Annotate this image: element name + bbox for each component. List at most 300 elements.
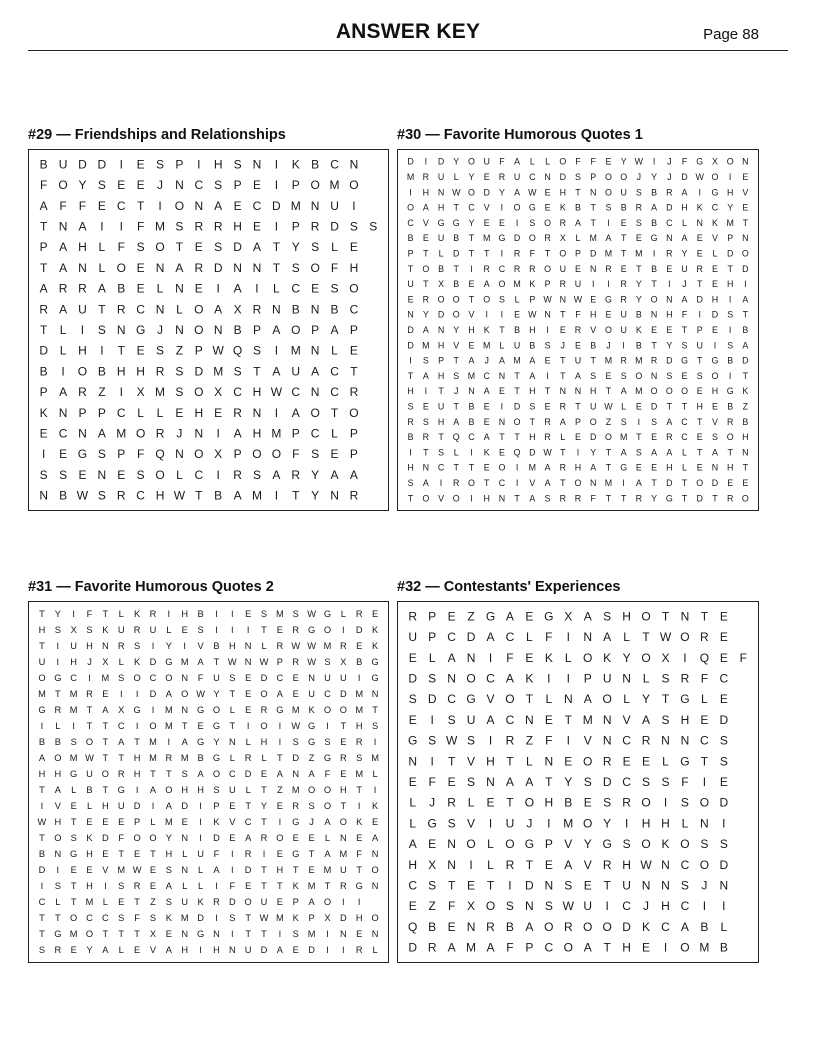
grid-letter: T [590, 202, 596, 213]
grid-letter: A [276, 945, 283, 955]
grid-letter: R [155, 426, 165, 441]
grid-letter: E [719, 630, 728, 645]
grid-letter: O [563, 940, 573, 955]
grid-letter: O [85, 737, 94, 747]
grid-letter: R [408, 609, 418, 624]
grid-letter: N [244, 657, 252, 667]
grid-letter: I [663, 795, 668, 810]
grid-letter: W [659, 630, 672, 645]
grid-letter: C [310, 426, 320, 441]
grid-row [40, 219, 377, 233]
grid-letter: G [308, 625, 316, 635]
grid-letter: A [681, 233, 688, 244]
grid-letter: W [291, 721, 301, 731]
grid-row [40, 406, 359, 420]
grid-letter: R [505, 733, 515, 748]
grid-letter: Y [311, 467, 320, 482]
grid-letter: R [726, 416, 734, 427]
grid-letter: I [199, 833, 202, 843]
grid-letter: B [38, 737, 46, 747]
grid-row [409, 775, 728, 789]
grid-letter: B [453, 279, 460, 290]
grid-row [40, 468, 358, 482]
grid-letter: A [642, 712, 651, 727]
header-divider [28, 50, 788, 51]
grid-letter: R [292, 657, 300, 667]
grid-letter: E [719, 692, 728, 707]
grid-letter: I [151, 641, 155, 651]
grid-letter: R [407, 416, 414, 427]
grid-letter: V [54, 801, 61, 811]
grid-letter: A [498, 355, 505, 366]
grid-letter: N [447, 837, 456, 852]
grid-letter: I [515, 462, 519, 473]
grid-letter: N [466, 650, 476, 665]
grid-letter: Y [635, 279, 642, 290]
grid-letter: T [70, 881, 77, 891]
grid-letter: A [447, 650, 456, 665]
grid-letter: S [680, 878, 689, 893]
grid-letter: L [86, 801, 93, 811]
grid-letter: S [408, 692, 417, 707]
grid-letter: Q [452, 432, 460, 443]
grid-letter: N [525, 899, 534, 914]
grid-row [408, 920, 727, 934]
grid-letter: H [529, 432, 536, 443]
grid-letter: U [197, 849, 204, 859]
grid-letter: O [260, 689, 268, 699]
grid-letter: I [424, 156, 428, 167]
grid-letter: A [311, 364, 320, 379]
grid-letter: H [233, 219, 242, 234]
grid-letter: X [340, 657, 347, 667]
grid-letter: N [447, 671, 456, 686]
grid-letter: O [699, 795, 710, 810]
grid-letter: H [468, 325, 475, 335]
grid-letter: W [543, 294, 552, 305]
grid-letter: S [175, 385, 184, 400]
grid-letter: R [483, 263, 490, 274]
grid-letter: H [437, 340, 445, 351]
grid-letter: O [544, 919, 554, 934]
grid-letter: M [276, 913, 284, 923]
grid-letter: E [245, 673, 252, 683]
grid-letter: T [742, 370, 749, 381]
grid-letter: R [213, 219, 223, 234]
grid-letter: M [291, 705, 300, 715]
grid-letter: S [70, 737, 77, 747]
grid-letter: O [498, 462, 506, 473]
grid-letter: L [55, 721, 61, 731]
grid-letter: M [69, 753, 78, 763]
grid-letter: B [635, 309, 642, 320]
grid-letter: E [181, 817, 188, 827]
grid-letter: K [371, 641, 379, 651]
grid-letter: R [292, 801, 300, 811]
grid-letter: R [276, 641, 284, 651]
grid-letter: I [488, 816, 493, 831]
grid-letter: F [681, 775, 689, 789]
grid-letter: E [356, 641, 363, 651]
grid-letter: I [100, 343, 104, 358]
grid-letter: C [529, 171, 536, 182]
grid-letter: C [117, 721, 125, 731]
grid-letter: S [505, 899, 514, 914]
grid-letter: B [727, 355, 734, 366]
grid-letter: T [261, 881, 267, 891]
grid-letter: D [437, 156, 445, 167]
grid-letter: T [277, 753, 283, 763]
grid-letter: P [233, 447, 242, 462]
grid-letter: P [575, 248, 581, 259]
grid-letter: A [559, 416, 566, 427]
grid-letter: H [86, 849, 93, 859]
grid-letter: N [116, 323, 126, 337]
grid-letter: A [453, 416, 460, 427]
grid-letter: M [699, 940, 710, 955]
grid-letter: G [212, 721, 221, 731]
grid-letter: X [661, 650, 670, 665]
grid-letter: F [590, 493, 596, 504]
grid-letter: W [562, 899, 574, 914]
grid-letter: B [651, 263, 658, 274]
grid-letter: H [437, 416, 445, 427]
grid-letter: E [308, 865, 315, 875]
grid-letter: M [513, 355, 521, 366]
grid-letter: N [666, 233, 673, 244]
grid-letter: T [245, 929, 251, 939]
grid-letter: U [117, 625, 125, 635]
grid-letter: A [233, 488, 242, 503]
grid-letter: T [447, 754, 456, 769]
grid-letter: B [719, 940, 728, 955]
grid-letter: N [175, 178, 184, 193]
grid-letter: U [149, 625, 157, 635]
grid-letter: B [38, 849, 46, 859]
grid-letter: G [427, 816, 437, 831]
grid-letter: R [349, 488, 359, 503]
grid-letter: I [278, 737, 282, 747]
grid-letter: T [102, 737, 109, 747]
grid-letter: D [529, 447, 536, 458]
grid-letter: E [330, 447, 339, 462]
grid-letter: B [620, 202, 627, 213]
grid-letter: T [261, 785, 267, 795]
grid-letter: S [233, 157, 242, 172]
grid-letter: C [622, 775, 631, 789]
grid-letter: T [40, 260, 48, 275]
grid-letter: G [165, 657, 173, 667]
grid-letter: E [245, 689, 252, 699]
grid-letter: T [86, 721, 93, 731]
grid-letter: R [86, 689, 93, 699]
grid-letter: O [741, 493, 749, 504]
grid-letter: I [40, 721, 44, 731]
grid-letter: D [339, 913, 347, 923]
grid-letter: N [58, 219, 68, 234]
grid-letter: E [514, 309, 521, 320]
grid-letter: L [682, 217, 687, 228]
grid-letter: H [622, 940, 631, 955]
grid-letter: U [38, 657, 46, 667]
grid-letter: H [78, 240, 87, 255]
grid-letter: O [291, 323, 301, 337]
grid-letter: U [696, 340, 703, 351]
grid-letter: A [181, 737, 188, 747]
grid-letter: M [155, 219, 166, 234]
grid-letter: F [700, 671, 709, 686]
grid-letter: N [181, 673, 189, 683]
grid-letter: V [422, 217, 429, 228]
grid-letter: K [292, 913, 299, 923]
grid-letter: F [681, 309, 688, 320]
grid-letter: I [119, 157, 123, 172]
grid-letter: M [406, 171, 415, 182]
grid-letter: N [252, 157, 262, 172]
grid-letter: S [54, 881, 61, 891]
grid-letter: S [260, 609, 268, 619]
grid-letter: S [214, 240, 223, 255]
grid-letter: J [643, 899, 650, 914]
grid-letter: E [642, 940, 651, 955]
grid-letter: T [605, 493, 612, 504]
grid-letter: E [711, 401, 718, 412]
grid-row [408, 402, 749, 412]
grid-letter: M [213, 364, 224, 379]
grid-letter: R [620, 294, 627, 305]
grid-letter: A [742, 340, 749, 351]
grid-letter: P [97, 405, 106, 420]
grid-letter: A [371, 833, 379, 843]
grid-letter: T [603, 878, 611, 893]
grid-letter: K [603, 650, 612, 665]
grid-letter: N [590, 263, 597, 274]
grid-letter: O [101, 769, 109, 779]
grid-letter: E [136, 281, 145, 296]
grid-letter: U [86, 769, 93, 779]
grid-letter: U [583, 899, 593, 914]
grid-letter: O [133, 673, 141, 683]
grid-letter: L [71, 785, 77, 795]
grid-letter: K [197, 897, 204, 907]
grid-letter: N [39, 488, 49, 503]
grid-letter: N [468, 386, 475, 397]
grid-letter: D [407, 340, 414, 351]
grid-letter: H [711, 386, 719, 397]
grid-letter: N [78, 260, 87, 275]
grid-letter: I [409, 447, 412, 458]
grid-letter: O [58, 178, 68, 193]
grid-letter: T [544, 248, 551, 259]
grid-letter: R [563, 919, 573, 934]
grid-letter: I [216, 467, 220, 482]
grid-letter: O [604, 432, 612, 443]
grid-letter: E [635, 401, 642, 412]
grid-letter: G [696, 156, 704, 167]
grid-letter: E [175, 405, 184, 420]
grid-letter: M [604, 355, 613, 366]
grid-letter: N [175, 323, 184, 337]
grid-letter: E [78, 467, 87, 482]
grid-letter: H [559, 187, 566, 198]
word-search-grid [28, 601, 389, 963]
grid-letter: E [575, 263, 581, 274]
grid-letter: I [262, 849, 266, 859]
grid-letter: I [274, 343, 279, 358]
grid-letter: A [422, 478, 429, 489]
grid-letter: H [155, 488, 165, 503]
grid-letter: O [466, 671, 476, 686]
grid-letter: I [255, 281, 259, 296]
grid-letter: E [292, 673, 299, 683]
grid-letter: O [194, 323, 204, 337]
grid-letter: M [528, 462, 537, 473]
grid-letter: L [182, 849, 188, 859]
grid-letter: O [349, 405, 359, 420]
grid-letter: E [605, 370, 612, 381]
grid-letter: T [407, 493, 414, 504]
grid-letter: T [245, 801, 251, 811]
grid-letter: T [590, 355, 596, 366]
grid-letter: H [661, 816, 670, 831]
grid-letter: O [212, 705, 221, 715]
grid-letter: L [409, 816, 417, 831]
grid-letter: N [742, 233, 749, 244]
grid-letter: S [428, 671, 437, 686]
grid-letter: E [635, 233, 642, 244]
grid-letter: M [323, 865, 332, 875]
grid-letter: A [149, 785, 157, 795]
grid-letter: O [260, 721, 268, 731]
grid-letter: I [199, 817, 202, 827]
grid-letter: I [485, 309, 488, 320]
grid-letter: I [56, 865, 60, 875]
grid-letter: F [506, 940, 514, 955]
grid-row [38, 817, 379, 827]
grid-letter: Y [453, 156, 460, 167]
grid-letter: B [651, 217, 658, 228]
grid-letter: C [233, 385, 242, 400]
grid-letter: G [650, 233, 658, 244]
grid-letter: E [118, 817, 125, 827]
grid-letter: P [407, 248, 414, 259]
grid-letter: E [59, 447, 68, 462]
grid-letter: O [468, 478, 475, 489]
grid-row [39, 302, 358, 316]
grid-letter: E [292, 833, 299, 843]
grid-letter: O [544, 263, 552, 274]
grid-letter: A [408, 837, 417, 852]
grid-letter: B [330, 302, 339, 317]
grid-letter: P [428, 609, 437, 624]
grid-letter: E [349, 343, 358, 358]
grid-row [41, 801, 379, 811]
grid-letter: C [666, 217, 673, 228]
grid-letter: H [349, 260, 359, 275]
grid-letter: T [39, 929, 45, 939]
grid-letter: S [233, 364, 242, 379]
grid-letter: I [605, 899, 609, 914]
grid-letter: P [291, 178, 300, 193]
grid-letter: H [197, 785, 204, 795]
grid-letter: B [514, 325, 521, 335]
grid-letter: S [620, 370, 627, 381]
grid-letter: C [116, 198, 126, 213]
grid-letter: G [308, 737, 316, 747]
grid-letter: R [54, 945, 62, 955]
grid-letter: L [340, 609, 346, 619]
grid-letter: C [505, 630, 515, 645]
grid-letter: T [681, 478, 688, 489]
grid-letter: P [428, 630, 437, 645]
grid-letter: S [727, 340, 734, 351]
grid-row [407, 203, 748, 213]
grid-letter: V [229, 817, 236, 827]
grid-letter: F [292, 447, 300, 462]
grid-letter: A [680, 919, 689, 934]
grid-letter: H [252, 385, 262, 400]
grid-letter: H [133, 753, 141, 763]
grid-letter: L [245, 785, 251, 795]
grid-letter: I [547, 816, 551, 831]
grid-letter: S [447, 712, 456, 727]
grid-letter: R [252, 302, 262, 317]
grid-letter: H [252, 426, 262, 441]
grid-letter: L [428, 650, 436, 665]
grid-letter: S [422, 355, 429, 366]
grid-letter: T [483, 478, 490, 489]
grid-letter: S [59, 467, 68, 482]
grid-letter: L [372, 769, 378, 779]
grid-letter: H [213, 945, 220, 955]
grid-letter: T [712, 493, 718, 504]
grid-letter: E [245, 609, 252, 619]
grid-letter: W [634, 156, 644, 167]
grid-letter: T [661, 609, 670, 624]
grid-letter: O [468, 156, 475, 167]
grid-letter: B [468, 416, 475, 427]
grid-letter: L [453, 447, 459, 458]
grid-letter: T [620, 233, 627, 244]
grid-row [409, 692, 728, 706]
grid-letter: R [339, 753, 347, 763]
grid-letter: W [85, 753, 94, 763]
grid-letter: D [38, 865, 46, 875]
grid-letter: E [102, 849, 109, 859]
grid-row [39, 849, 379, 859]
grid-letter: C [38, 897, 46, 907]
grid-letter: C [70, 673, 78, 683]
grid-letter: U [339, 673, 347, 683]
grid-row [409, 837, 728, 851]
grid-letter: T [636, 432, 642, 443]
grid-letter: U [213, 673, 220, 683]
grid-letter: I [246, 721, 250, 731]
grid-letter: A [529, 370, 536, 381]
grid-letter: S [529, 217, 536, 228]
grid-letter: S [371, 721, 379, 731]
grid-letter: T [324, 881, 331, 891]
grid-letter: I [158, 198, 162, 213]
grid-letter: D [272, 198, 281, 213]
grid-letter: E [742, 202, 749, 213]
grid-letter: M [180, 753, 189, 763]
grid-letter: M [563, 816, 574, 831]
grid-letter: A [165, 945, 172, 955]
grid-letter: M [155, 385, 166, 400]
grid-letter: N [622, 671, 631, 686]
grid-letter: G [452, 217, 460, 228]
